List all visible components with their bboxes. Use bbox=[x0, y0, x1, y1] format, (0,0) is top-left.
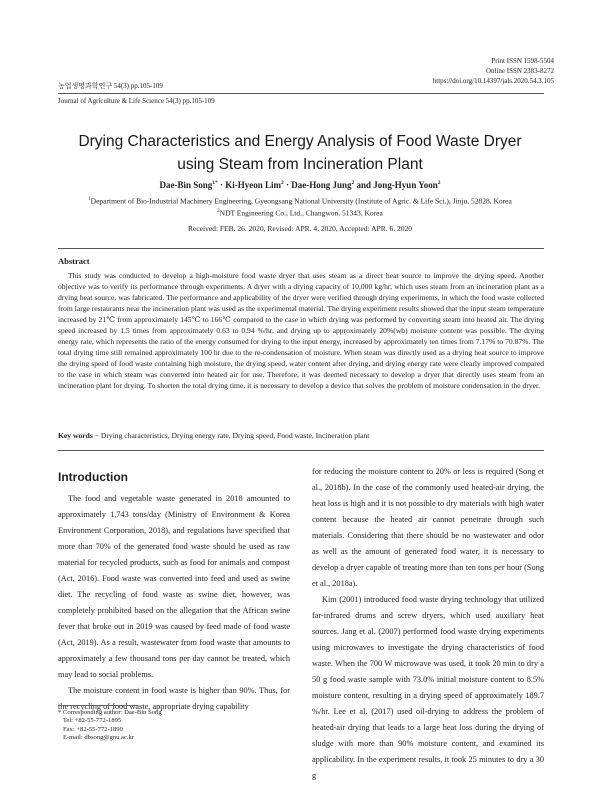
keywords-text: − Drying characteristics, Drying energy rate, Drying speed, Food waste, Incineration plant bbox=[92, 431, 370, 440]
abstract-body: This study was conducted to develop a high-moisture food waste dryer that uses steam as a direct heat source to improve the drying speed. Another objective was to verify its performance through experiments. A dryer with a drying capacity of 10,000 kg/hr, which uses steam from an incineration plant as a drying heat source, was fabricated. The performance and applicability of the dryer were verified through drying experiments, in which the food waste collected from large restaurants near the incineration plant was used as the experimental material. The drying experiment results showed that the input steam temperature increased by 21℃ from approximately 145℃ to 166℃ compared to the case in which drying was performed by converting steam into heated air. The drying speed increased by 1.5 times from approximately 0.63 to 0.94 %/hr, and drying up to approximately 20%(wb) moisture content was possible. The drying energy rate, which represents the ratio of the energy consumed for drying to the input energy, increased by approximately ten times from 7.17% to 70.87%. The total drying time still remained approximately 100 hr due to the re-condensation of moisture. When steam was directly used as a drying heat source to improve the drying speed of food waste containing high moisture, the drying speed, water content after drying, and drying energy rate were clearly improved compared to the case in which steam was converted into heated air for use. Therefore, it was deemed necessary to develop a dryer that directly uses steam from an incineration plant for drying. To shorten the total drying time, it is necessary to develop a device that solves the problem of moisture condensation in the dryer. bbox=[58, 271, 544, 391]
right-column bbox=[312, 464, 544, 784]
affiliation-2: $^2$NDT Engineering Co., Ltd., Changwon, 51343, Korea bbox=[217, 208, 383, 218]
footnote-line-1: * Corresponding author: Dae-Bin Song bbox=[58, 709, 162, 716]
keywords bbox=[58, 430, 544, 441]
header-rule bbox=[58, 93, 544, 94]
intro-paragraph-1: The food and vegetable waste generated in 2018 amounted to approximately 1,743 tons/day (Ministry of Environment & Korea Environment Corporation, 2018), and regulations have specified that more than 70% of the generated food waste should be used as raw material for recycled products, such as food for animals and compost (Act, 2016). Food waste was converted into feed and used as swine diet. The recycling of food waste as swine diet, however, was completely prohibited based on the allegation that the African swine fever that broke out in 2019 was caused by feed made of food waste (Act, 2019). As a result, wastewater from food waste that amounts to approximately a few thousand tons per day cannot be treated, which may lead to social problems. bbox=[58, 494, 290, 679]
english-citation: Journal of Agriculture & Life Science 54(3) pp.105-109 bbox=[58, 97, 215, 105]
abstract-top-rule bbox=[58, 248, 544, 249]
doi-link[interactable]: https://doi.org/10.14397/jals.2020.54.3.105 bbox=[432, 77, 554, 85]
keywords-label: Key words bbox=[58, 431, 93, 440]
footnote-line-2: Tel: +82-55-772-1895 bbox=[58, 717, 122, 725]
affiliations bbox=[40, 195, 560, 219]
footnote-rule bbox=[58, 705, 138, 706]
abstract-heading: Abstract bbox=[58, 256, 90, 266]
intro-paragraph-3: for reducing the moisture content to 20% or less is required (Song et al., 2018b). In the case of the commonly used heated-air drying, the heat loss is high and it is not possible to dry materials with high water content because the heated air cannot penetrate through such materials. Considering that there should be no wastewater and odor as well as the amount of generated food water, it is necessary to develop a dryer capable of treating more than ten tons per hour (Song et al., 2018a). bbox=[312, 467, 544, 588]
footnote-line-4: E-mail: dbsong@gnu.ac.kr bbox=[58, 734, 135, 742]
left-column bbox=[58, 491, 290, 715]
title-line-1: Drying Characteristics and Energy Analysis of Food Waste Dryer bbox=[78, 133, 522, 150]
author-list: Dae-Bin Song$^{1*}$ · Ki-Hyeon Lim$^2$ · Dae-Hong Jung$^2$ and Jong-Hyun Yoon$^2$ bbox=[159, 180, 441, 190]
print-issn: Print ISSN 1598-5504 bbox=[491, 57, 554, 65]
introduction-heading: Introduction bbox=[58, 470, 128, 484]
intro-paragraph-2: The moisture content in food waste is higher than 90%. Thus, for the recycling of food waste, appropriate drying capability bbox=[58, 686, 290, 711]
korean-citation: 농업생명과학연구 54(3) pp.105-109 bbox=[58, 82, 163, 90]
journal-issn-doi bbox=[433, 56, 554, 86]
affiliation-1: $^1$Department of Bio-Industrial Machinery Engineering, Gyeongsang National University (Institute of Agric. & Life Sci.), Jinju, 52828, Korea bbox=[88, 196, 512, 206]
corresponding-author-footnote bbox=[58, 709, 162, 743]
received-dates: Received: FEB. 26. 2020, Revised: APR. 4. 2020, Accepted: APR. 6. 2020 bbox=[188, 224, 412, 233]
paper-title bbox=[40, 130, 560, 176]
intro-paragraph-4: Kim (2001) introduced food waste drying technology that utilized far-infrared drums and screw dryers, which used auxiliary heat sources. Jang et al. (2007) performed food waste drying experiments using microwaves to investigate the drying characteristics of food waste. When the 700 W microwave was used, it took 20 min to dry a 50 g food waste sample with 73.0% initial moisture content to 8.5% moisture content, resulting in a drying speed of approximately 189.7 %/hr. Lee et al. (2017) used oil-drying to address the problem of heated-air drying that leads to a large heat loss during the drying of sludge with more than 90% moisture content, and examined its applicability. In the experiment results, it took 25 minutes to dry a 30 g bbox=[312, 595, 544, 780]
title-line-2: using Steam from Incineration Plant bbox=[177, 156, 423, 173]
abstract-bottom-rule bbox=[58, 450, 544, 451]
online-issn: Online ISSN 2383-8272 bbox=[485, 67, 554, 75]
footnote-line-3: Fax: +82-55-772-1899 bbox=[58, 725, 123, 733]
